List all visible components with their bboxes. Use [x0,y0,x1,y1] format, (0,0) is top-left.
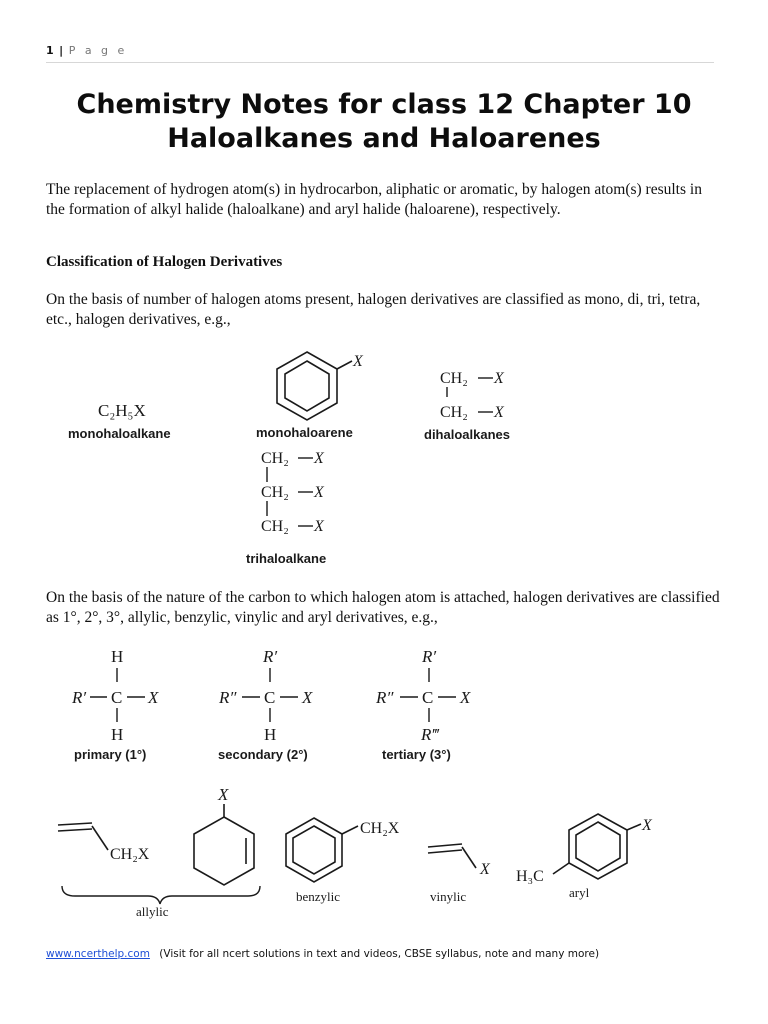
figure-number-classification [0,335,768,575]
tertiary-label: tertiary (3°) [382,747,451,762]
secondary-label: secondary (2°) [218,747,308,762]
vinylic-x: X [480,861,490,878]
header-rule [46,62,714,63]
benzylic-label: benzylic [296,889,341,904]
allylic-brace [62,886,260,904]
page-title [46,88,722,156]
allylic-ring-x: X [218,785,229,804]
allylic-label: allylic [136,904,169,919]
secondary-h-bottom: H [264,725,277,744]
tertiary-r-bottom: R‴ [421,725,439,744]
trihaloalkane-label: trihaloalkane [246,551,327,566]
page-separator: | [59,44,65,57]
trihalo-ch2-2: CH₂ [261,484,289,501]
dihalo-x-2: X [494,404,504,421]
trihalo-x-3: X [314,518,324,535]
secondary-c: C [264,688,276,707]
dihaloalkanes-label: dihaloalkanes [424,427,510,442]
vinyl-chain [428,844,476,868]
allylic-chain [58,823,108,850]
aryl-h3c: H₃C [516,868,544,885]
footer-link[interactable]: www.ncerthelp.com [46,948,150,960]
dihalo-ch2-2: CH₂ [440,404,468,421]
aryl-x: X [642,817,652,834]
trihalo-ch2-1: CH₂ [261,450,289,467]
aryl-label: aryl [569,885,590,900]
primary-h-top: H [111,647,124,666]
number-paragraph: On the basis of number of halogen atoms present, halogen derivatives are classified as mono, di, tri, tetra, etc., halogen derivatives, e.g., [46,291,701,328]
dihalo-ch2-1: CH₂ [440,370,468,387]
title-line-2: Haloalkanes and Haloarenes [167,123,601,154]
c2h5x-formula: C₂H₅X [98,401,146,420]
footer-text: (Visit for all ncert solutions in text and videos, CBSE syllabus, note and many more) [159,948,600,960]
monohaloarene-x: X [353,353,363,370]
primary-r: R′ [72,688,87,707]
monohaloarene-label: monohaloarene [256,425,353,440]
vinylic-label: vinylic [430,889,467,904]
primary-h-bottom: H [111,725,124,744]
page-header [46,44,127,57]
cyclohexene-ring [194,804,254,885]
trihalo-ch2-3: CH₂ [261,518,289,535]
secondary-r-left: R″ [219,688,237,707]
tertiary-r-left: R″ [376,688,394,707]
figure-position-classification [0,780,768,920]
figure-degree-classification [0,640,768,770]
tertiary-c: C [422,688,434,707]
intro-paragraph: The replacement of hydrogen atom(s) in hydrocarbon, aliphatic or aromatic, by halogen atom(s) results in the formation of alkyl halide (haloalkane) and aryl halide (haloarene), respectively. [46,181,702,218]
monohaloalkane-label: monohaloalkane [68,426,171,441]
allylic-ch2x: CH₂X [110,846,150,863]
dihalo-x-1: X [494,370,504,387]
secondary-x: X [302,688,313,707]
trihalo-x-2: X [314,484,324,501]
tertiary-r-top: R′ [422,647,437,666]
classification-heading: Classification of Halogen Derivatives [46,254,283,270]
primary-x: X [148,688,159,707]
footer [46,948,599,960]
aryl-ring [553,814,641,879]
benzene-ring-mono [277,352,352,420]
benzyl-ring [286,818,358,882]
trihalo-x-1: X [314,450,324,467]
page-word: P a g e [68,44,128,57]
title-line-1: Chemistry Notes for class 12 Chapter 10 [76,89,692,120]
nature-paragraph: On the basis of the nature of the carbon to which halogen atom is attached, halogen derivatives are classified as 1°, 2°, 3°, allylic, benzylic, vinylic and aryl derivatives, e.g., [46,589,720,626]
secondary-r-top: R′ [263,647,278,666]
primary-label: primary (1°) [74,747,147,762]
primary-c: C [111,688,123,707]
tertiary-x: X [460,688,471,707]
benzylic-ch2x: CH₂X [360,820,400,837]
page-number: 1 [46,44,55,57]
